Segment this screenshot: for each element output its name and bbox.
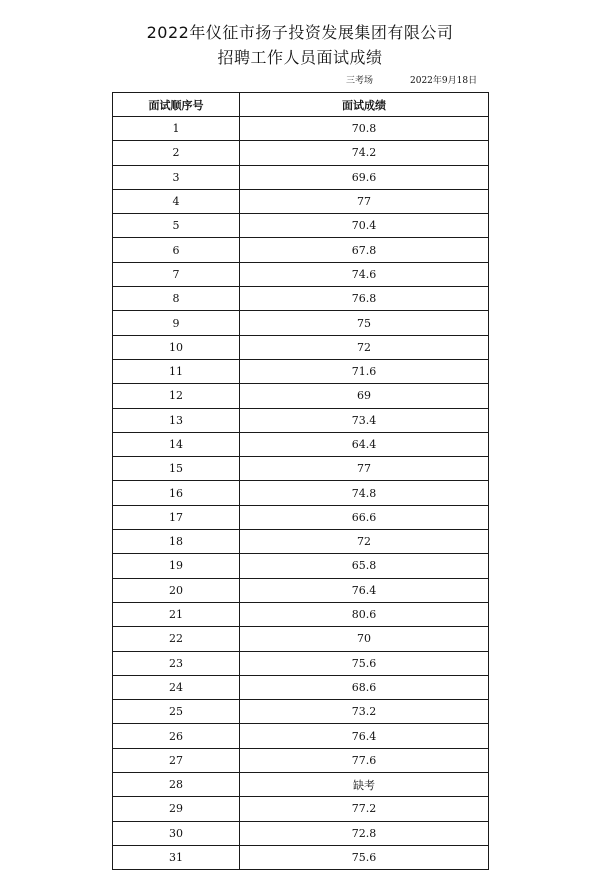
table-row bbox=[113, 724, 489, 748]
score-cell: 75 bbox=[240, 311, 489, 335]
score-cell: 75.6 bbox=[240, 845, 489, 869]
score-cell: 72 bbox=[240, 530, 489, 554]
order-number-cell: 12 bbox=[113, 384, 240, 408]
score-cell: 73.4 bbox=[240, 408, 489, 432]
header-score: 面试成绩 bbox=[240, 93, 489, 117]
table-row bbox=[113, 214, 489, 238]
score-cell: 77.2 bbox=[240, 797, 489, 821]
order-number-cell: 15 bbox=[113, 457, 240, 481]
table-row bbox=[113, 165, 489, 189]
order-number-cell: 24 bbox=[113, 675, 240, 699]
order-number-cell: 18 bbox=[113, 530, 240, 554]
order-number-cell: 29 bbox=[113, 797, 240, 821]
score-cell: 77.6 bbox=[240, 748, 489, 772]
order-number-cell: 21 bbox=[113, 602, 240, 626]
order-number-cell: 22 bbox=[113, 627, 240, 651]
table-row bbox=[113, 189, 489, 213]
document-subtitle: 招聘工作人员面试成绩 bbox=[217, 48, 383, 67]
score-cell: 80.6 bbox=[240, 602, 489, 626]
order-number-cell: 5 bbox=[113, 214, 240, 238]
score-cell: 75.6 bbox=[240, 651, 489, 675]
table-row bbox=[113, 335, 489, 359]
order-number-cell: 10 bbox=[113, 335, 240, 359]
order-number-cell: 20 bbox=[113, 578, 240, 602]
score-table bbox=[112, 92, 489, 870]
score-cell: 71.6 bbox=[240, 359, 489, 383]
table-row bbox=[113, 311, 489, 335]
score-cell: 73.2 bbox=[240, 700, 489, 724]
order-number-cell: 19 bbox=[113, 554, 240, 578]
score-cell: 66.6 bbox=[240, 505, 489, 529]
score-cell: 74.2 bbox=[240, 141, 489, 165]
score-cell: 70.4 bbox=[240, 214, 489, 238]
table-row bbox=[113, 141, 489, 165]
table-row bbox=[113, 359, 489, 383]
order-number-cell: 30 bbox=[113, 821, 240, 845]
table-row bbox=[113, 408, 489, 432]
score-cell: 72 bbox=[240, 335, 489, 359]
score-cell: 76.4 bbox=[240, 724, 489, 748]
table-row bbox=[113, 384, 489, 408]
order-number-cell: 1 bbox=[113, 117, 240, 141]
order-number-cell: 9 bbox=[113, 311, 240, 335]
score-cell: 72.8 bbox=[240, 821, 489, 845]
table-row bbox=[113, 773, 489, 797]
order-number-cell: 13 bbox=[113, 408, 240, 432]
score-cell: 65.8 bbox=[240, 554, 489, 578]
order-number-cell: 6 bbox=[113, 238, 240, 262]
order-number-cell: 14 bbox=[113, 432, 240, 456]
table-row bbox=[113, 700, 489, 724]
order-number-cell: 27 bbox=[113, 748, 240, 772]
score-cell: 缺考 bbox=[240, 773, 489, 797]
order-number-cell: 28 bbox=[113, 773, 240, 797]
table-row bbox=[113, 530, 489, 554]
score-cell: 68.6 bbox=[240, 675, 489, 699]
score-cell: 67.8 bbox=[240, 238, 489, 262]
order-number-cell: 7 bbox=[113, 262, 240, 286]
score-cell: 70.8 bbox=[240, 117, 489, 141]
table-row bbox=[113, 287, 489, 311]
score-cell: 64.4 bbox=[240, 432, 489, 456]
score-cell: 74.6 bbox=[240, 262, 489, 286]
order-number-cell: 25 bbox=[113, 700, 240, 724]
order-number-cell: 4 bbox=[113, 189, 240, 213]
table-row bbox=[113, 627, 489, 651]
score-cell: 77 bbox=[240, 189, 489, 213]
score-cell: 69 bbox=[240, 384, 489, 408]
table-row bbox=[113, 578, 489, 602]
score-cell: 69.6 bbox=[240, 165, 489, 189]
table-row bbox=[113, 602, 489, 626]
table-row bbox=[113, 554, 489, 578]
order-number-cell: 2 bbox=[113, 141, 240, 165]
table-row bbox=[113, 238, 489, 262]
score-cell: 70 bbox=[240, 627, 489, 651]
order-number-cell: 3 bbox=[113, 165, 240, 189]
table-row bbox=[113, 262, 489, 286]
order-number-cell: 16 bbox=[113, 481, 240, 505]
score-cell: 76.4 bbox=[240, 578, 489, 602]
document-title: 2022年仪征市扬子投资发展集团有限公司 bbox=[146, 23, 454, 42]
exam-venue: 三考场 bbox=[346, 76, 374, 86]
table-row bbox=[113, 481, 489, 505]
table-row bbox=[113, 432, 489, 456]
order-number-cell: 8 bbox=[113, 287, 240, 311]
table-row bbox=[113, 675, 489, 699]
table-row bbox=[113, 117, 489, 141]
header-order-number: 面试顺序号 bbox=[113, 93, 240, 117]
score-cell: 77 bbox=[240, 457, 489, 481]
table-row bbox=[113, 797, 489, 821]
order-number-cell: 17 bbox=[113, 505, 240, 529]
score-cell: 76.8 bbox=[240, 287, 489, 311]
order-number-cell: 23 bbox=[113, 651, 240, 675]
exam-date: 2022年9月18日 bbox=[410, 76, 478, 86]
table-row bbox=[113, 651, 489, 675]
table-row bbox=[113, 748, 489, 772]
score-cell: 74.8 bbox=[240, 481, 489, 505]
table-row bbox=[113, 845, 489, 869]
order-number-cell: 31 bbox=[113, 845, 240, 869]
table-row bbox=[113, 505, 489, 529]
order-number-cell: 11 bbox=[113, 359, 240, 383]
table-row bbox=[113, 457, 489, 481]
table-header-row bbox=[113, 93, 489, 117]
order-number-cell: 26 bbox=[113, 724, 240, 748]
table-row bbox=[113, 821, 489, 845]
